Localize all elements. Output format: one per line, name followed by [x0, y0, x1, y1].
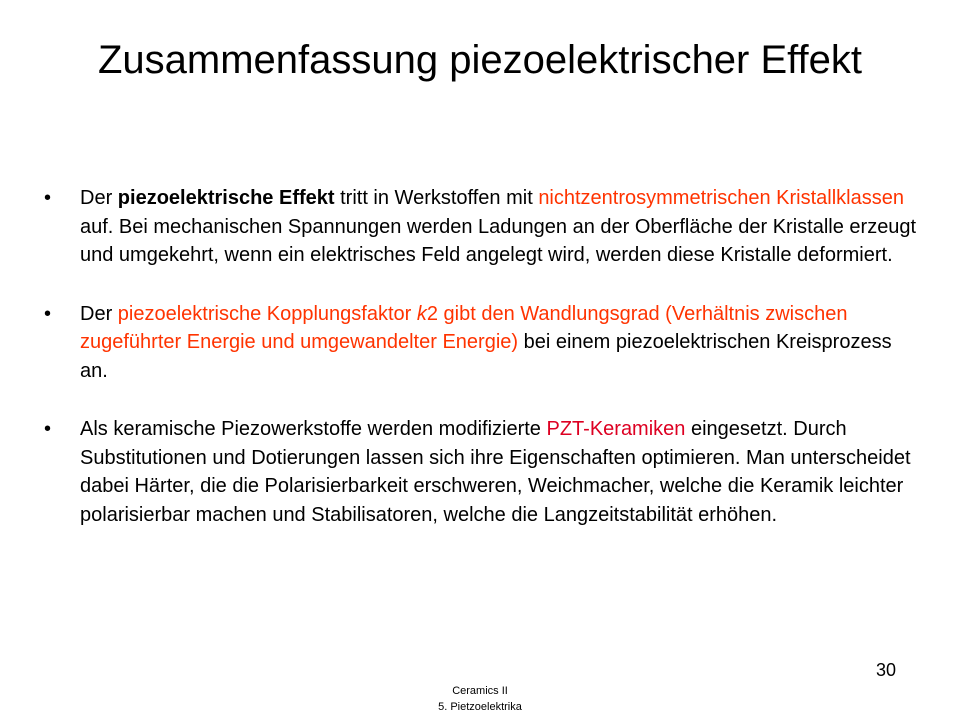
text-segment: eingesetzt. Durch Substitutionen und Dotierungen lassen sich ihre Eigenschaften optimieren. Man unterscheidet dabei Härter, die die Polarisierbarkeit erschweren, Weichmacher, welche die Keramik leichter polarisierbar machen und Stabilisatoren, welche die Langzeitstabilität erhöhen. — [80, 418, 911, 526]
bold-term: piezoelektrische Effekt — [117, 187, 335, 209]
footer — [0, 683, 960, 715]
text-segment: Als keramische Piezowerkstoffe werden modifizierte — [80, 418, 547, 440]
bullet-dot-icon: • — [44, 418, 52, 440]
bullet-item — [44, 415, 924, 529]
bullet-text — [80, 418, 911, 526]
bullet-list — [44, 184, 924, 529]
highlighted-term: 2 gibt den Wandlungsgrad (Verhältnis zwischen zugeführter Energie und umgewandelter Energie) — [80, 302, 848, 353]
bullet-dot-icon: • — [44, 187, 52, 209]
footer-line-course: Ceramics II — [452, 685, 508, 697]
text-segment: tritt in Werkstoffen mit — [334, 187, 539, 209]
text-segment: auf. Bei mechanischen Spannungen werden Ladungen an der Oberfläche der Kristalle erzeugt und umgekehrt, wenn ein elektrisches Feld angelegt wird, werden diese Kristalle deformiert. — [80, 215, 917, 266]
bullet-text — [80, 303, 892, 382]
slide-title: Zusammenfassung piezoelektrischer Effekt — [97, 38, 863, 82]
text-segment: Der — [80, 187, 118, 209]
page-number: 30 — [876, 660, 897, 680]
highlighted-term: PZT-Keramiken — [546, 418, 686, 440]
highlighted-term: nichtzentrosymmetrischen Kristallklassen — [538, 187, 904, 209]
bullet-dot-icon: • — [44, 302, 52, 325]
bullet-text — [80, 187, 916, 266]
text-segment: Der — [80, 302, 118, 325]
text-segment: bei einem piezoelektrischen Kreisprozess an. — [80, 331, 892, 382]
bullet-item — [44, 300, 924, 386]
highlighted-term: piezoelektrische Kopplungsfaktor — [117, 302, 417, 325]
footer-line-chapter: 5. Pietzoelektrika — [438, 701, 522, 713]
bullet-item — [44, 184, 924, 270]
highlighted-italic-term: k — [416, 302, 427, 325]
